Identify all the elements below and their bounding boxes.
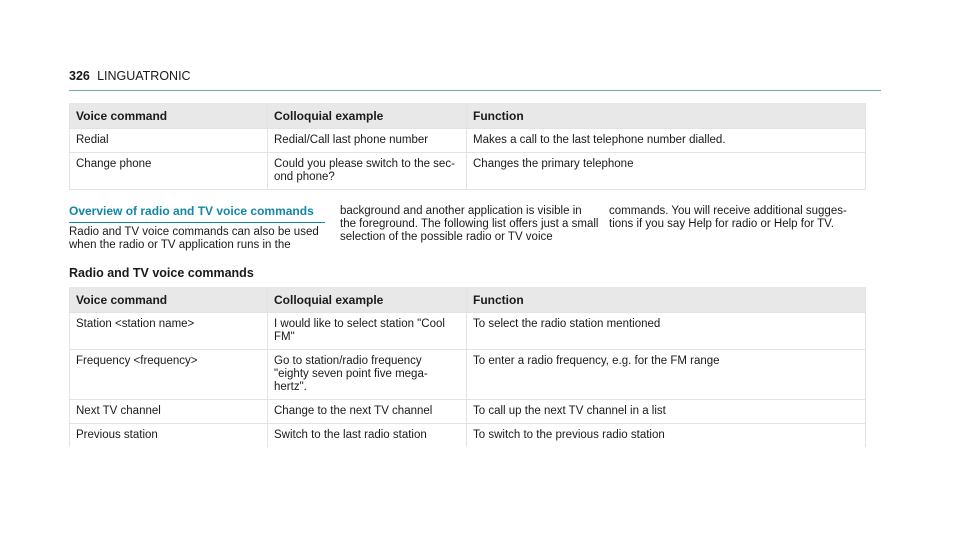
column-header: Colloquial example <box>268 103 467 129</box>
table-cell: Go to station/radio frequency "eighty seven point five mega- hertz". <box>268 350 467 400</box>
page-number: 326 <box>69 69 90 83</box>
table-cell: Redial <box>70 129 268 153</box>
table-cell: To select the radio station mentioned <box>467 313 866 350</box>
radio-tv-table-title: Radio and TV voice commands <box>69 266 254 280</box>
table-row <box>70 350 866 400</box>
table-cell: Could you please switch to the sec- ond phone? <box>268 153 467 190</box>
page-header <box>69 66 881 91</box>
voice-command-table-phone <box>69 103 866 190</box>
table-cell: Switch to the last radio station <box>268 424 467 448</box>
table-row <box>70 129 866 153</box>
overview-paragraph-3: commands. You will receive additional sugges- tions if you say Help for radio or Help for TV. <box>609 205 847 230</box>
table-cell: I would like to select station "Cool FM" <box>268 313 467 350</box>
table-row <box>70 313 866 350</box>
column-header: Function <box>467 103 866 129</box>
section-title: LINGUATRONIC <box>97 69 191 83</box>
table-cell: Previous station <box>70 424 268 448</box>
table-cell: To switch to the previous radio station <box>467 424 866 448</box>
table-cell: To call up the next TV channel in a list <box>467 400 866 424</box>
table-header-row <box>70 287 866 313</box>
table-cell: Station <station name> <box>70 313 268 350</box>
column-header: Colloquial example <box>268 287 467 313</box>
table-cell: Change phone <box>70 153 268 190</box>
table-cell: Change to the next TV channel <box>268 400 467 424</box>
overview-paragraph-2: background and another application is visible in the foreground. The following list offers just a small selection of the possible radio or TV voice <box>340 205 599 243</box>
table-row <box>70 400 866 424</box>
column-header: Voice command <box>70 103 268 129</box>
overview-heading: Overview of radio and TV voice commands <box>69 204 325 223</box>
table-row <box>70 153 866 190</box>
table-cell: Changes the primary telephone <box>467 153 866 190</box>
table-cell: Makes a call to the last telephone number dialled. <box>467 129 866 153</box>
table-cell: Next TV channel <box>70 400 268 424</box>
overview-paragraph-1: Radio and TV voice commands can also be used when the radio or TV application runs in the <box>69 226 319 251</box>
voice-command-table-radio-tv <box>69 287 866 447</box>
table-cell: Redial/Call last phone number <box>268 129 467 153</box>
table-cell: To enter a radio frequency, e.g. for the FM range <box>467 350 866 400</box>
table-cell: Frequency <frequency> <box>70 350 268 400</box>
table-row <box>70 424 866 448</box>
table-header-row <box>70 103 866 129</box>
column-header: Function <box>467 287 866 313</box>
column-header: Voice command <box>70 287 268 313</box>
